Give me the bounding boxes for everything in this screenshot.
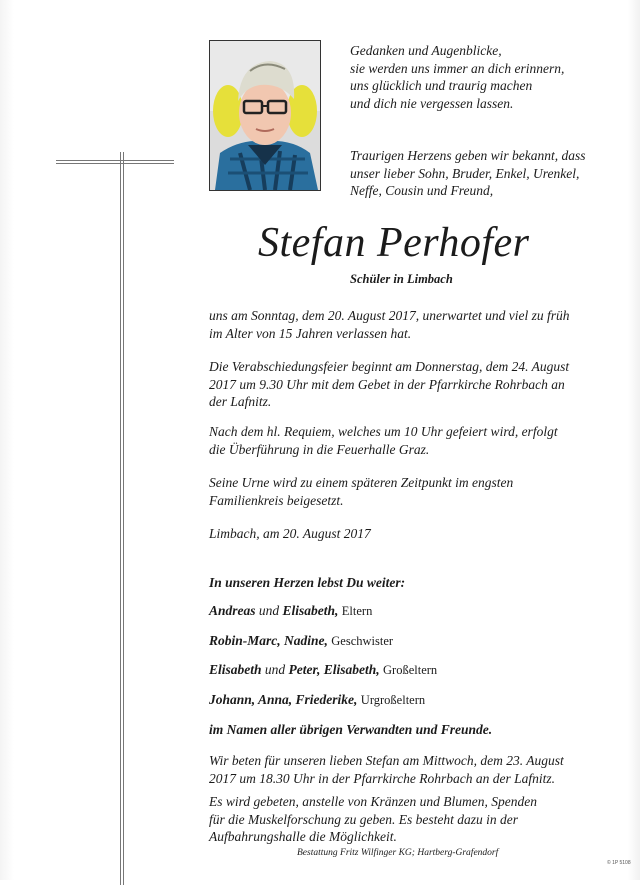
paragraph-line: Seine Urne wird zu einem späteren Zeitpunkt im engsten: [209, 475, 514, 490]
family-name: Johann, Anna, Friederike,: [209, 692, 358, 707]
family-row-parents: [209, 603, 372, 619]
paragraph-line: uns am Sonntag, dem 20. August 2017, unerwartet und viel zu früh: [209, 308, 570, 323]
announcement-line: Neffe, Cousin und Freund,: [350, 183, 494, 198]
paragraph-line: im Alter von 15 Jahren verlassen hat.: [209, 325, 412, 341]
paragraph-line: 2017 um 18.30 Uhr in der Pfarrkirche Rohrbach an der Lafnitz.: [209, 770, 555, 786]
family-relation: Großeltern: [383, 663, 438, 677]
paragraph-prayer: [209, 752, 564, 787]
paragraph-line: für die Muskelforschung zu geben. Es besteht dazu in der: [209, 811, 518, 827]
announcement: [350, 147, 620, 200]
family-relation: Eltern: [341, 604, 373, 618]
paragraph-line: Es wird gebeten, anstelle von Kränzen und Blumen, Spenden: [209, 794, 537, 809]
cross-vertical-bar: [120, 152, 124, 885]
family-relation: Geschwister: [331, 634, 394, 648]
paragraph-line: Die Verabschiedungsfeier beginnt am Donnerstag, dem 24. August: [209, 359, 570, 374]
family-closing: im Namen aller übrigen Verwandten und Freunde.: [209, 722, 493, 737]
announcement-line: Traurigen Herzens geben wir bekannt, dass: [350, 148, 586, 163]
paragraph-line: die Überführung in die Feuerhalle Graz.: [209, 441, 430, 457]
family-row-siblings: [209, 633, 393, 649]
announcement-line: unser lieber Sohn, Bruder, Enkel, Urenkel,: [350, 165, 580, 181]
place-date: [209, 525, 371, 543]
poem: [350, 42, 610, 112]
family-relation: Urgroßeltern: [360, 693, 426, 707]
family-row-grandparents: [209, 662, 437, 678]
family-name: Peter, Elisabeth,: [288, 662, 380, 677]
poem-line: sie werden uns immer an dich erinnern,: [350, 60, 565, 76]
family-name: Elisabeth: [209, 662, 262, 677]
deceased-subtitle: Schüler in Limbach: [350, 272, 453, 286]
paragraph-line: Limbach, am 20. August 2017: [209, 526, 371, 541]
portrait-illustration: [210, 41, 320, 190]
cross-horizontal-bar: [56, 160, 174, 164]
poem-line: Gedanken und Augenblicke,: [350, 43, 502, 58]
paragraph-line: Familienkreis beigesetzt.: [209, 492, 344, 508]
family-title: In unseren Herzen lebst Du weiter:: [209, 575, 406, 590]
family-name: Andreas: [209, 603, 256, 618]
family-name: Robin-Marc, Nadine,: [209, 633, 328, 648]
paragraph-donation: [209, 793, 537, 846]
poem-line: uns glücklich und traurig machen: [350, 78, 533, 93]
paragraph-urn: [209, 474, 513, 509]
portrait-photo: [209, 40, 321, 191]
print-code: © 1P 5108: [607, 860, 631, 866]
paragraph-farewell: [209, 358, 569, 411]
deceased-name: Stefan Perhofer: [258, 220, 530, 266]
funeral-home: Bestattung Fritz Wilfinger KG; Hartberg-Grafendorf: [297, 848, 499, 858]
paragraph-line: 2017 um 9.30 Uhr mit dem Gebet in der Pfarrkirche Rohrbach an: [209, 376, 565, 392]
paragraph-line: Wir beten für unseren lieben Stefan am Mittwoch, dem 23. August: [209, 753, 564, 768]
family-connector: und: [258, 603, 280, 618]
family-name: Elisabeth,: [282, 603, 339, 618]
paragraph-requiem: [209, 423, 558, 458]
paragraph-line: der Lafnitz.: [209, 394, 272, 409]
paragraph-death: [209, 307, 570, 342]
poem-line: und dich nie vergessen lassen.: [350, 95, 514, 111]
paragraph-line: Aufbahrungshalle die Möglichkeit.: [209, 829, 397, 844]
paragraph-line: Nach dem hl. Requiem, welches um 10 Uhr gefeiert wird, erfolgt: [209, 424, 558, 439]
family-connector: und: [264, 662, 286, 677]
family-row-great-grandparents: [209, 692, 425, 708]
